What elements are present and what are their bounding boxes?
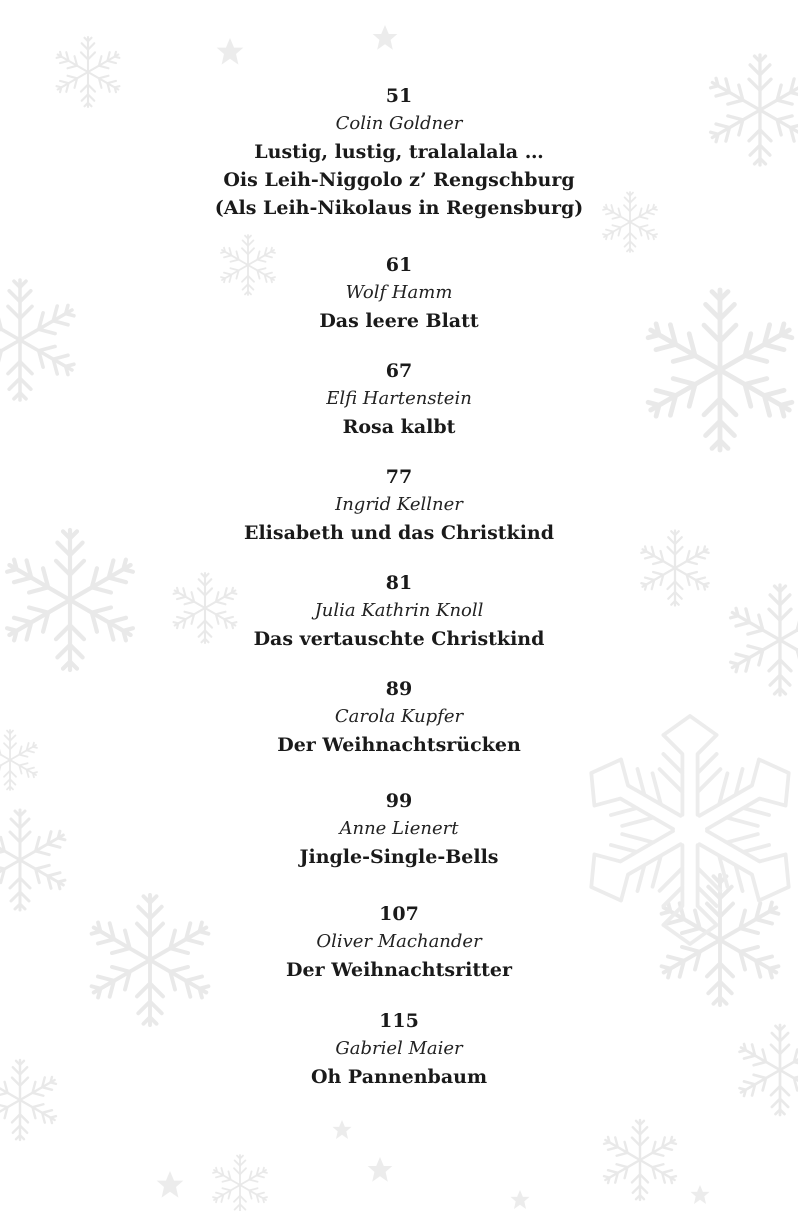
toc-entry xyxy=(0,1007,798,1091)
author-name: Oliver Machander xyxy=(316,931,482,952)
author-name: Ingrid Kellner xyxy=(335,494,463,515)
page-number: 77 xyxy=(385,466,413,488)
story-title: Ois Leih-Niggolo z’ Rengschburg xyxy=(223,169,575,191)
author-name: Julia Kathrin Knoll xyxy=(314,600,484,621)
star xyxy=(511,1190,530,1209)
page-number: 51 xyxy=(385,85,413,107)
toc-entry xyxy=(0,900,798,984)
story-title: Jingle-Single-Bells xyxy=(299,846,499,868)
story-title: Rosa kalbt xyxy=(342,416,456,438)
story-title: Der Weihnachtsrücken xyxy=(277,734,521,756)
star xyxy=(333,1120,352,1139)
snowflake xyxy=(601,1120,678,1200)
toc-entry xyxy=(0,675,798,759)
star xyxy=(217,38,244,65)
author-name: Wolf Hamm xyxy=(345,282,453,303)
page-number: 81 xyxy=(385,572,413,594)
page-number: 67 xyxy=(385,360,413,382)
star xyxy=(157,1171,184,1198)
toc-entry xyxy=(0,569,798,653)
author-name: Anne Lienert xyxy=(339,818,459,839)
toc-entry xyxy=(0,251,798,335)
author-name: Gabriel Maier xyxy=(335,1038,463,1059)
author-name: Carola Kupfer xyxy=(334,706,464,727)
page-number: 107 xyxy=(379,903,419,925)
story-title: Elisabeth und das Christkind xyxy=(243,522,555,544)
story-title: Das vertauschte Christkind xyxy=(253,628,545,650)
toc-entry xyxy=(0,787,798,871)
story-title: Lustig, lustig, tralalalala … xyxy=(254,141,544,163)
snowflake xyxy=(211,1155,269,1211)
story-title: Der Weihnachtsritter xyxy=(286,959,512,981)
page-number: 61 xyxy=(385,254,413,276)
story-title: Das leere Blatt xyxy=(319,310,479,332)
author-name: Elfi Hartenstein xyxy=(326,388,472,409)
toc-entry xyxy=(0,82,798,222)
star xyxy=(368,1157,393,1182)
story-title: (Als Leih-Nikolaus in Regensburg) xyxy=(214,197,584,219)
page-number: 89 xyxy=(385,678,413,700)
page-number: 99 xyxy=(385,790,413,812)
toc-entry xyxy=(0,463,798,547)
star xyxy=(691,1185,710,1204)
star xyxy=(373,25,398,50)
story-title: Oh Pannenbaum xyxy=(310,1066,488,1088)
author-name: Colin Goldner xyxy=(335,113,463,134)
page-number: 115 xyxy=(379,1010,419,1032)
toc-entry xyxy=(0,357,798,441)
